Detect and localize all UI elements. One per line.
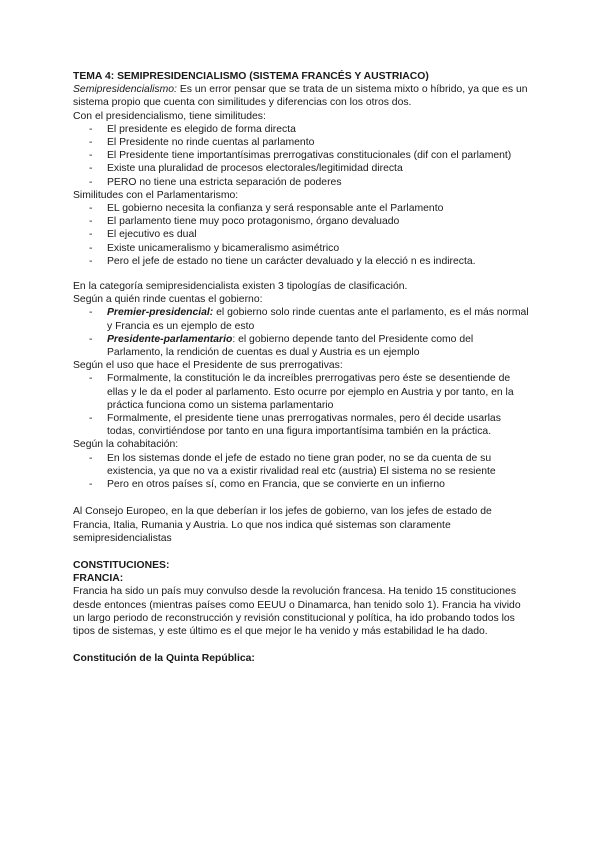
presidential-list: [73, 123, 532, 189]
spacer: [73, 491, 532, 505]
cohabitation-heading: Según la cohabitación:: [73, 439, 179, 451]
intro-term: Semipresidencialismo:: [73, 84, 177, 96]
constitutions-heading: CONSTITUCIONES:: [73, 559, 170, 571]
list-item: - EL gobierno necesita la confianza y será responsable ante el Parlamento: [73, 202, 532, 215]
intro-text: Es un error pensar que se trata de un sistema mixto o híbrido, ya que es un sistema propio que cuenta con similitudes y diferencias con los otros dos.: [73, 84, 528, 109]
list-item-text: el gobierno solo rinde cuentas ante el parlamento, es el más normal y Francia es un ejemplo de esto: [107, 307, 529, 332]
list-item: - Pero en otros países sí, como en Francia, que se convierte en un infierno: [73, 478, 532, 491]
list-item: - El parlamento tiene muy poco protagonismo, órgano devaluado: [73, 215, 532, 228]
list-item: [73, 306, 532, 332]
list-item: - En los sistemas donde el jefe de estado no tiene gran poder, no se da cuenta de su existencia, ya que no va a existir rivalidad real etc (austria) El sistema no se resiente: [73, 452, 532, 478]
list-item: - PERO no tiene una estricta separación de poderes: [73, 176, 532, 189]
typologies-intro: En la categoría semipresidencialista existen 3 tipologías de clasificación.: [73, 281, 408, 293]
fifth-republic-heading: Constitución de la Quinta República:: [73, 653, 255, 665]
list-item: - Existe una pluralidad de procesos electorales/legitimidad directa: [73, 162, 532, 175]
list-item-term: Presidente-parlamentario: [107, 333, 233, 345]
prerogatives-heading: Según el uso que hace el Presidente de sus prerrogativas:: [73, 360, 343, 372]
prerogatives-list: [73, 372, 532, 438]
spacer: [73, 268, 532, 280]
list-item: - El presidente es elegido de forma directa: [73, 123, 532, 136]
presidential-heading: Con el presidencialismo, tiene similitudes:: [73, 110, 266, 122]
list-item: - Pero el jefe de estado no tiene un carácter devaluado y la elecció n es indirecta.: [73, 255, 532, 268]
intro-paragraph: [73, 83, 532, 109]
list-item-term: Premier-presidencial:: [107, 307, 214, 319]
accountability-heading: Según a quién rinde cuentas el gobierno:: [73, 294, 263, 306]
france-paragraph: Francia ha sido un país muy convulso desde la revolución francesa. Ha tenido 15 constituciones desde entonces (mientras países como EEUU o Dinamarca, han tenido solo 1). Francia ha vivido un largo periodo de reconstrucción y revisión constitucional y política, ha ido probando todos los tipos de sistemas, y este último es el que mejor le ha venido y más estabilidad le ha dado.: [73, 586, 521, 637]
council-paragraph: Al Consejo Europeo, en la que deberían ir los jefes de gobierno, van los jefes de estado de Francia, Italia, Rumania y Austria. Lo que nos indica qué sistemas son claramente semipresidencialistas: [73, 506, 492, 544]
spacer: [73, 638, 532, 652]
spacer: [73, 545, 532, 559]
list-item: - El Presidente no rinde cuentas al parlamento: [73, 136, 532, 149]
parliamentary-list: [73, 202, 532, 268]
accountability-list: [73, 306, 532, 359]
page-title: TEMA 4: SEMIPRESIDENCIALISMO (SISTEMA FRANCÉS Y AUSTRIACO): [73, 71, 429, 82]
list-item: - Formalmente, el presidente tiene unas prerrogativas normales, pero él decide usarlas todas, convirtiéndose por tanto en una figura importantísima también en la práctica.: [73, 412, 532, 438]
list-item: - Existe unicameralismo y bicameralismo asimétrico: [73, 242, 532, 255]
parliamentary-heading: Similitudes con el Parlamentarismo:: [73, 189, 239, 201]
france-heading: FRANCIA:: [73, 573, 124, 585]
cohabitation-list: [73, 452, 532, 492]
list-item-text: : el gobierno depende tanto del Presidente como del Parlamento, la rendición de cuentas es dual y Austria es un ejemplo: [107, 333, 474, 359]
list-item: [73, 333, 532, 359]
list-item: - El Presidente tiene importantísimas prerrogativas constitucionales (dif con el parlament): [73, 149, 532, 162]
list-item: - Formalmente, la constitución le da increíbles prerrogativas pero éste se desentiende de ellas y le da el poder al parlamento. Esto ocurre por ejemplo en Austria y por tanto, en la práctica funciona como un sistema parlamentario: [73, 372, 532, 412]
list-item: - El ejecutivo es dual: [73, 228, 532, 241]
